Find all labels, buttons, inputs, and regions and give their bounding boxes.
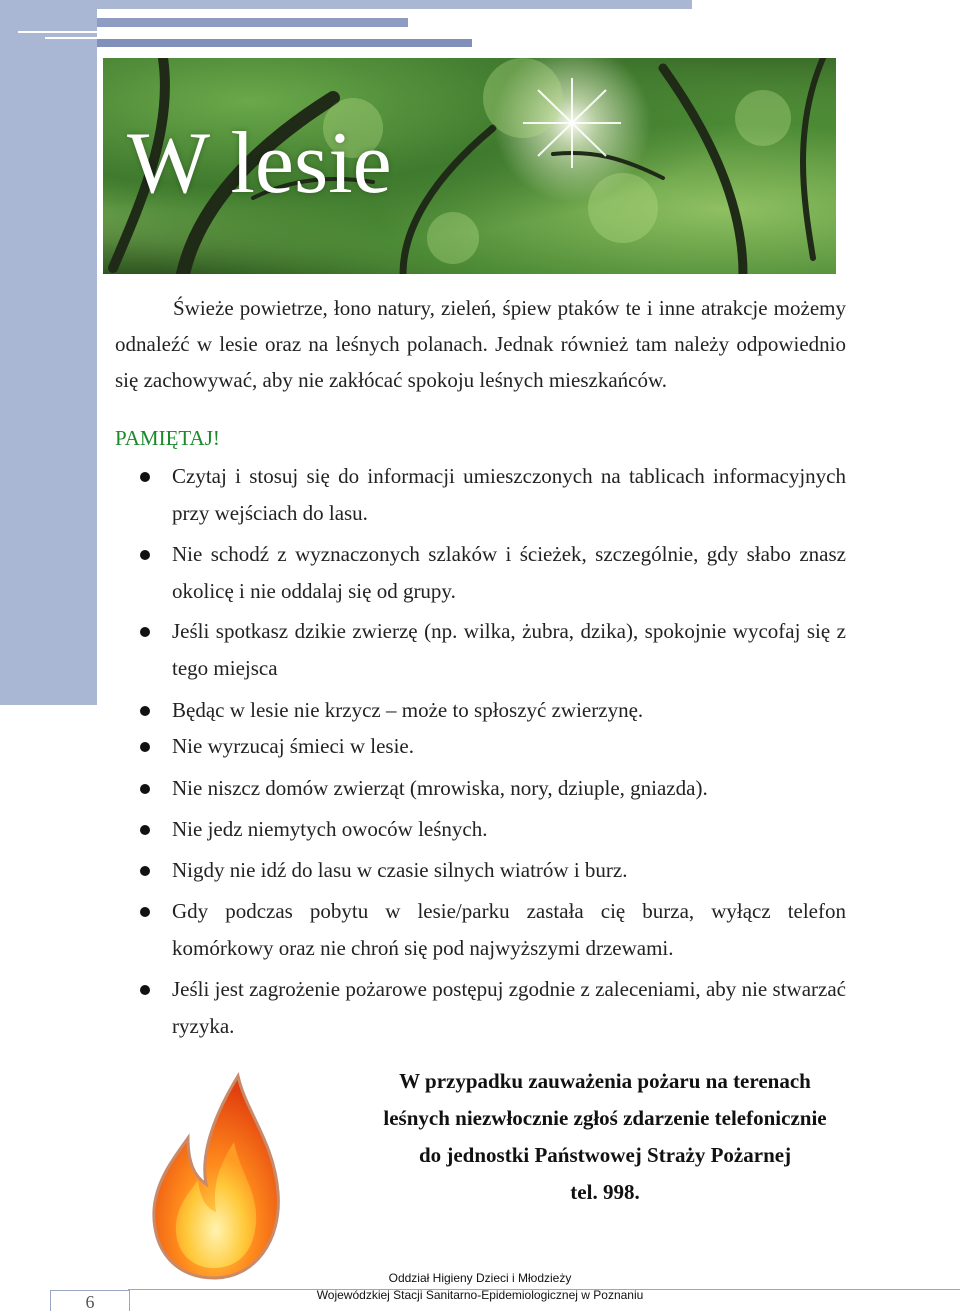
rule-text: Nigdy nie idź do lasu w czasie silnych wiatrów i burz. xyxy=(172,858,628,882)
top-decor-stripe xyxy=(97,18,408,27)
remember-heading: PAMIĘTAJ! xyxy=(115,426,220,450)
fire-notice-line: W przypadku zauważenia pożaru na terenach xyxy=(399,1069,811,1093)
footer-line: Oddział Higieny Dzieci i Młodzieży xyxy=(388,1271,572,1285)
bullet-dot-icon xyxy=(140,825,150,835)
page-number: 6 xyxy=(50,1290,130,1311)
rule-text: Czytaj i stosuj się do informacji umieszczonych na tablicach informacyjnych przy wejściach do lasu. xyxy=(172,464,846,525)
page-title: W lesie xyxy=(127,115,392,212)
top-decor-stripe xyxy=(18,31,353,33)
rule-text: Nie jedz niemytych owoców leśnych. xyxy=(172,817,488,841)
top-decor-stripe xyxy=(97,0,692,9)
fire-notice-line: do jednostki Państwowej Straży Pożarnej xyxy=(418,1143,792,1167)
rule-text: Nie niszcz domów zwierząt (mrowiska, nory, dziuple, gniazda). xyxy=(172,776,708,800)
footer-line: Wojewódzkiej Stacji Sanitarno-Epidemiologicznej w Poznaniu xyxy=(316,1288,644,1302)
bullet-dot-icon xyxy=(140,742,150,752)
side-decor-band xyxy=(0,0,97,705)
rule-text: Nie schodź z wyznaczonych szlaków i ścieżek, szczególnie, gdy słabo znasz okolicę i nie oddalaj się od grupy. xyxy=(172,542,846,603)
footer-institution xyxy=(260,1270,700,1304)
fire-icon xyxy=(150,1072,282,1284)
rule-text: Jeśli spotkasz dzikie zwierzę (np. wilka, żubra, dzika), spokojnie wycofaj się z tego miejsca xyxy=(172,619,846,680)
rule-text: Nie wyrzucaj śmieci w lesie. xyxy=(172,734,414,758)
rule-text: Gdy podczas pobytu w lesie/parku zastała cię burza, wyłącz telefon komórkowy oraz nie chroń się pod najwyższymi drzewami. xyxy=(172,899,846,960)
top-decor-stripe xyxy=(97,39,472,47)
hero-forest-banner xyxy=(103,58,836,274)
fire-notice xyxy=(355,1063,855,1211)
rule-text: Jeśli jest zagrożenie pożarowe postępuj zgodnie z zaleceniami, aby nie stwarzać ryzyka. xyxy=(172,977,846,1038)
fire-notice-line: leśnych niezwłocznie zgłoś zdarzenie telefonicznie xyxy=(383,1106,827,1130)
fire-notice-phone: tel. 998. xyxy=(570,1180,640,1204)
bullet-dot-icon xyxy=(140,985,150,995)
bullet-dot-icon xyxy=(140,627,150,637)
rule-text: Będąc w lesie nie krzycz – może to spłoszyć zwierzynę. xyxy=(172,698,644,722)
bullet-dot-icon xyxy=(140,866,150,876)
bullet-dot-icon xyxy=(140,784,150,794)
bullet-dot-icon xyxy=(140,472,150,482)
bullet-dot-icon xyxy=(140,907,150,917)
bullet-dot-icon xyxy=(140,706,150,716)
fire-illustration xyxy=(150,1072,282,1284)
intro-paragraph: Świeże powietrze, łono natury, zieleń, śpiew ptaków te i inne atrakcje możemy odnaleźć w lesie oraz na leśnych polanach. Jednak również tam należy odpowiednio się zachowywać, aby nie zakłócać spokoju leśnych mieszkańców. xyxy=(115,296,846,392)
bullet-dot-icon xyxy=(140,550,150,560)
